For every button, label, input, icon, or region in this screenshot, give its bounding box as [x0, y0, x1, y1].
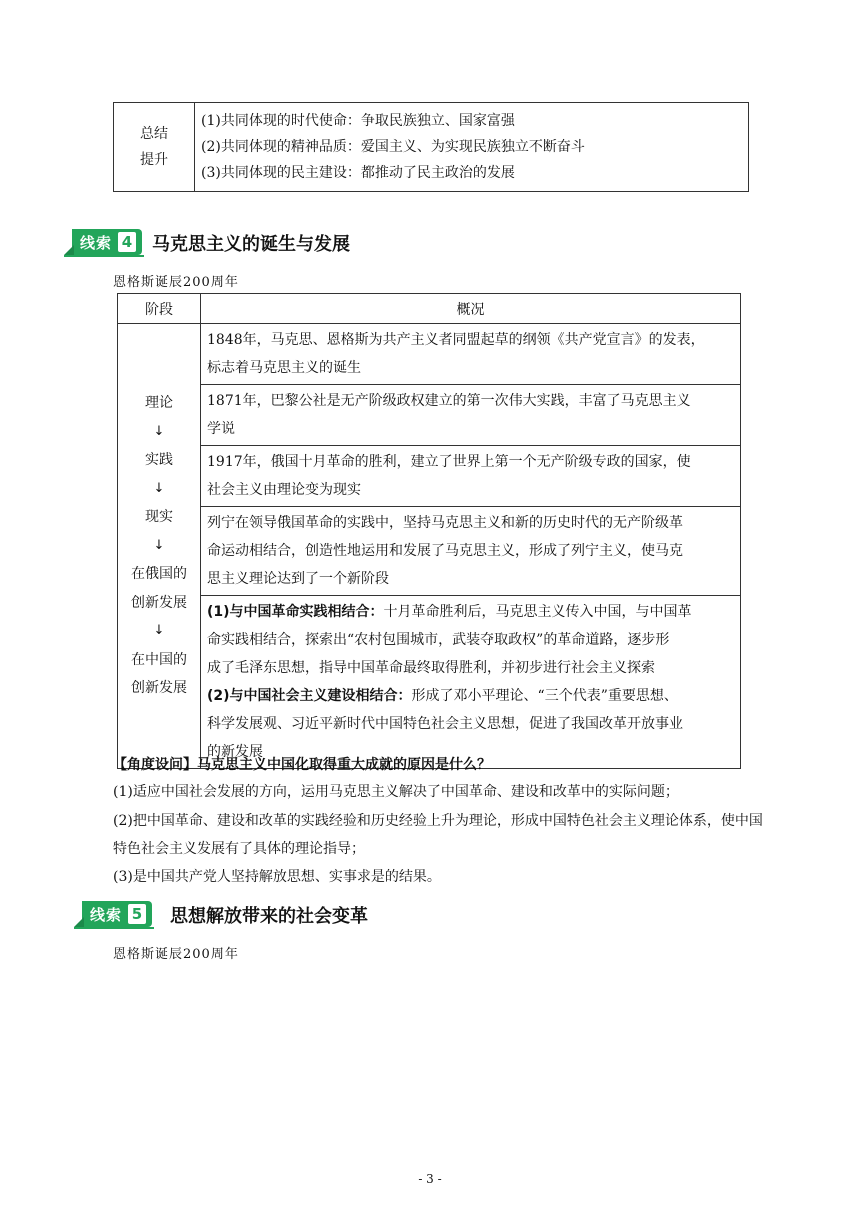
summary-label-line1: 总结	[140, 126, 168, 142]
china-point-1-text: 十月革命胜利后，马克思主义传入中国，与中国革	[383, 604, 692, 620]
china-point-1-lead: (1)与中国革命实践相结合：	[207, 604, 384, 620]
section-number: 5	[128, 904, 146, 924]
stage-label: 实践	[145, 452, 173, 469]
stage-label: 在中国的	[131, 651, 187, 668]
question-heading: 【角度设问】马克思主义中国化取得重大成就的原因是什么？	[113, 757, 491, 773]
table-row	[201, 446, 741, 507]
summary-table	[113, 102, 749, 192]
table-row	[201, 507, 741, 596]
summary-label	[114, 103, 195, 192]
section-underline	[64, 255, 144, 257]
section-subnote: 恩格斯诞辰200周年	[113, 275, 239, 290]
row-line: 成了毛泽东思想，指导中国革命最终取得胜利，并初步进行社会主义探索	[207, 660, 655, 676]
row-line: 1848年，马克思、恩格斯为共产主义者同盟起草的纲领《共产党宣言》的发表，	[207, 332, 705, 348]
china-point-2-text: 形成了邓小平理论、“三个代表”重要思想、	[411, 688, 678, 704]
row-line: 学说	[207, 421, 235, 437]
section-number: 4	[118, 232, 136, 252]
table-row	[201, 324, 741, 385]
stage-column	[118, 324, 201, 769]
section-title: 马克思主义的诞生与发展	[152, 234, 350, 255]
summary-line: (3)共同体现的民主建设：都推动了民主政治的发展	[201, 165, 515, 181]
section-subnote: 恩格斯诞辰200周年	[113, 947, 239, 962]
section-5-heading	[82, 901, 782, 931]
row-line: 科学发展观、习近平新时代中国特色社会主义思想，促进了我国改革开放事业	[207, 716, 683, 732]
row-line: 命实践相结合，探索出“农村包围城市，武装夺取政权”的革命道路，逐步形	[207, 632, 670, 648]
section-tag-label: 线索	[90, 906, 123, 924]
header-overview: 概况	[201, 294, 741, 324]
answer-2-line2: 特色社会主义发展有了具体的理论指导；	[113, 841, 365, 857]
row-line: 1871年，巴黎公社是无产阶级政权建立的第一次伟大实践，丰富了马克思主义	[207, 393, 691, 409]
china-point-2-lead: (2)与中国社会主义建设相结合：	[207, 688, 412, 704]
section-4-heading	[72, 229, 772, 259]
stage-label: 在俄国的	[131, 566, 187, 583]
answer-2-line1: (2)把中国革命、建设和改革的实践经验和历史经验上升为理论，形成中国特色社会主义理论体系，使中国	[113, 813, 763, 829]
table-row-china	[201, 596, 741, 769]
summary-label-line2: 提升	[140, 152, 168, 168]
marxism-stages-table	[117, 293, 741, 769]
summary-content	[195, 103, 749, 192]
row-line: 的新发展	[207, 744, 263, 760]
row-line: 列宁在领导俄国革命的实践中，坚持马克思主义和新的历史时代的无产阶级革	[207, 515, 683, 531]
down-arrow-icon: ↓	[153, 623, 165, 639]
section-tag	[82, 901, 152, 927]
section-tag	[72, 229, 142, 255]
answer-3: (3)是中国共产党人坚持解放思想、实事求是的结果。	[113, 869, 441, 885]
row-line: 社会主义由理论变为现实	[207, 482, 361, 498]
stage-label: 理论	[145, 395, 173, 412]
stage-label: 现实	[145, 509, 173, 526]
section-tag-label: 线索	[80, 234, 113, 252]
summary-line: (1)共同体现的时代使命：争取民族独立、国家富强	[201, 113, 515, 129]
row-line: 思主义理论达到了一个新阶段	[207, 571, 389, 587]
answer-1: (1)适应中国社会发展的方向，运用马克思主义解决了中国革命、建设和改革中的实际问题；	[113, 784, 679, 800]
tag-fold-icon	[64, 245, 74, 255]
down-arrow-icon: ↓	[153, 537, 165, 553]
row-line: 命运动相结合，创造性地运用和发展了马克思主义，形成了列宁主义，使马克	[207, 543, 683, 559]
table-row	[201, 385, 741, 446]
row-line	[207, 682, 734, 710]
row-line: 1917年，俄国十月革命的胜利，建立了世界上第一个无产阶级专政的国家，使	[207, 454, 691, 470]
stage-label: 创新发展	[131, 594, 187, 611]
tag-fold-icon	[74, 917, 84, 927]
down-arrow-icon: ↓	[153, 423, 165, 439]
section-title: 思想解放带来的社会变革	[170, 906, 368, 927]
row-line: 标志着马克思主义的诞生	[207, 360, 361, 376]
section-underline	[74, 927, 154, 929]
header-stage: 阶段	[118, 294, 201, 324]
summary-line: (2)共同体现的精神品质：爱国主义、为实现民族独立不断奋斗	[201, 139, 585, 155]
row-line	[207, 598, 734, 626]
page-number: - 3 -	[418, 1172, 442, 1186]
down-arrow-icon: ↓	[153, 480, 165, 496]
stage-label: 创新发展	[131, 680, 187, 697]
